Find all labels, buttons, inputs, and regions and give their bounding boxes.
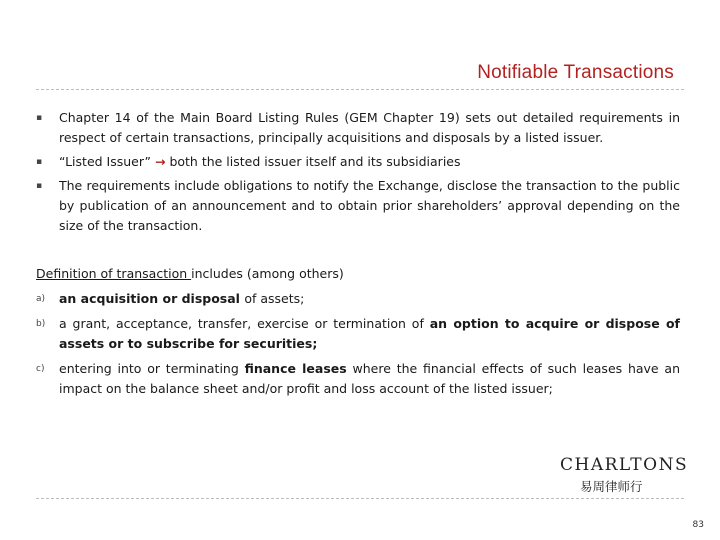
page-number: 83 [692, 520, 704, 530]
list-item [36, 314, 680, 354]
charltons-logo [560, 455, 689, 495]
top-divider [36, 89, 684, 90]
plain-text: a grant, acceptance, transfer, exercise or termination of [59, 316, 430, 331]
arrow-icon: → [154, 154, 166, 169]
bold-text: finance leases [244, 361, 347, 376]
list-item-text [59, 359, 680, 399]
list-item-letter: a) [36, 294, 46, 304]
logo-chinese-name: 易周律师行 [580, 479, 643, 494]
bullet-item [36, 108, 680, 148]
plain-text: entering into or terminating [59, 361, 245, 376]
bullet-item [36, 176, 680, 236]
bullet-text [59, 152, 680, 172]
bullet-text-part: The requirements include obligations to notify the Exchange, disclose the transaction to the public by publication of an announcement and to obtain prior shareholders’ approval depending on the size of the transaction. [59, 178, 680, 233]
slide-title: Notifiable Transactions [477, 62, 674, 83]
bold-text: an option to acquire or dispose of assets or to subscribe for securities; [59, 316, 680, 351]
bullet-text [59, 108, 680, 148]
bullet-text-part: both the listed issuer itself and its subsidiaries [165, 154, 461, 169]
bullet-text-part: Chapter 14 of the Main Board Listing Rules (GEM Chapter 19) sets out detailed requirements in respect of certain transactions, principally acquisitions and disposals by a listed issuer. [59, 110, 680, 145]
bullet-marker: ▪ [36, 181, 43, 191]
bullet-text-part: “Listed Issuer” [59, 154, 155, 169]
plain-text: of assets; [244, 291, 305, 306]
bold-text: an acquisition or disposal [59, 291, 245, 306]
bullet-list [36, 108, 680, 240]
list-item [36, 289, 680, 309]
definition-list [36, 289, 680, 404]
list-item [36, 359, 680, 399]
definition-heading [36, 264, 344, 284]
bullet-text [59, 176, 680, 236]
bottom-divider [36, 498, 684, 499]
bullet-item [36, 152, 680, 172]
bullet-marker: ▪ [36, 157, 43, 167]
list-item-text [59, 289, 680, 309]
definition-heading-underlined: Definition of transaction [36, 266, 192, 281]
list-item-letter: c) [36, 364, 45, 374]
bullet-marker: ▪ [36, 113, 43, 123]
list-item-letter: b) [36, 319, 46, 329]
logo-wordmark: CHARLTONS [560, 455, 689, 475]
plain-text: where the financial effects of such leases have an impact on the balance sheet and/or profit and loss account of the listed issuer; [59, 361, 680, 396]
list-item-text [59, 314, 680, 354]
definition-heading-rest: includes (among others) [191, 266, 344, 281]
